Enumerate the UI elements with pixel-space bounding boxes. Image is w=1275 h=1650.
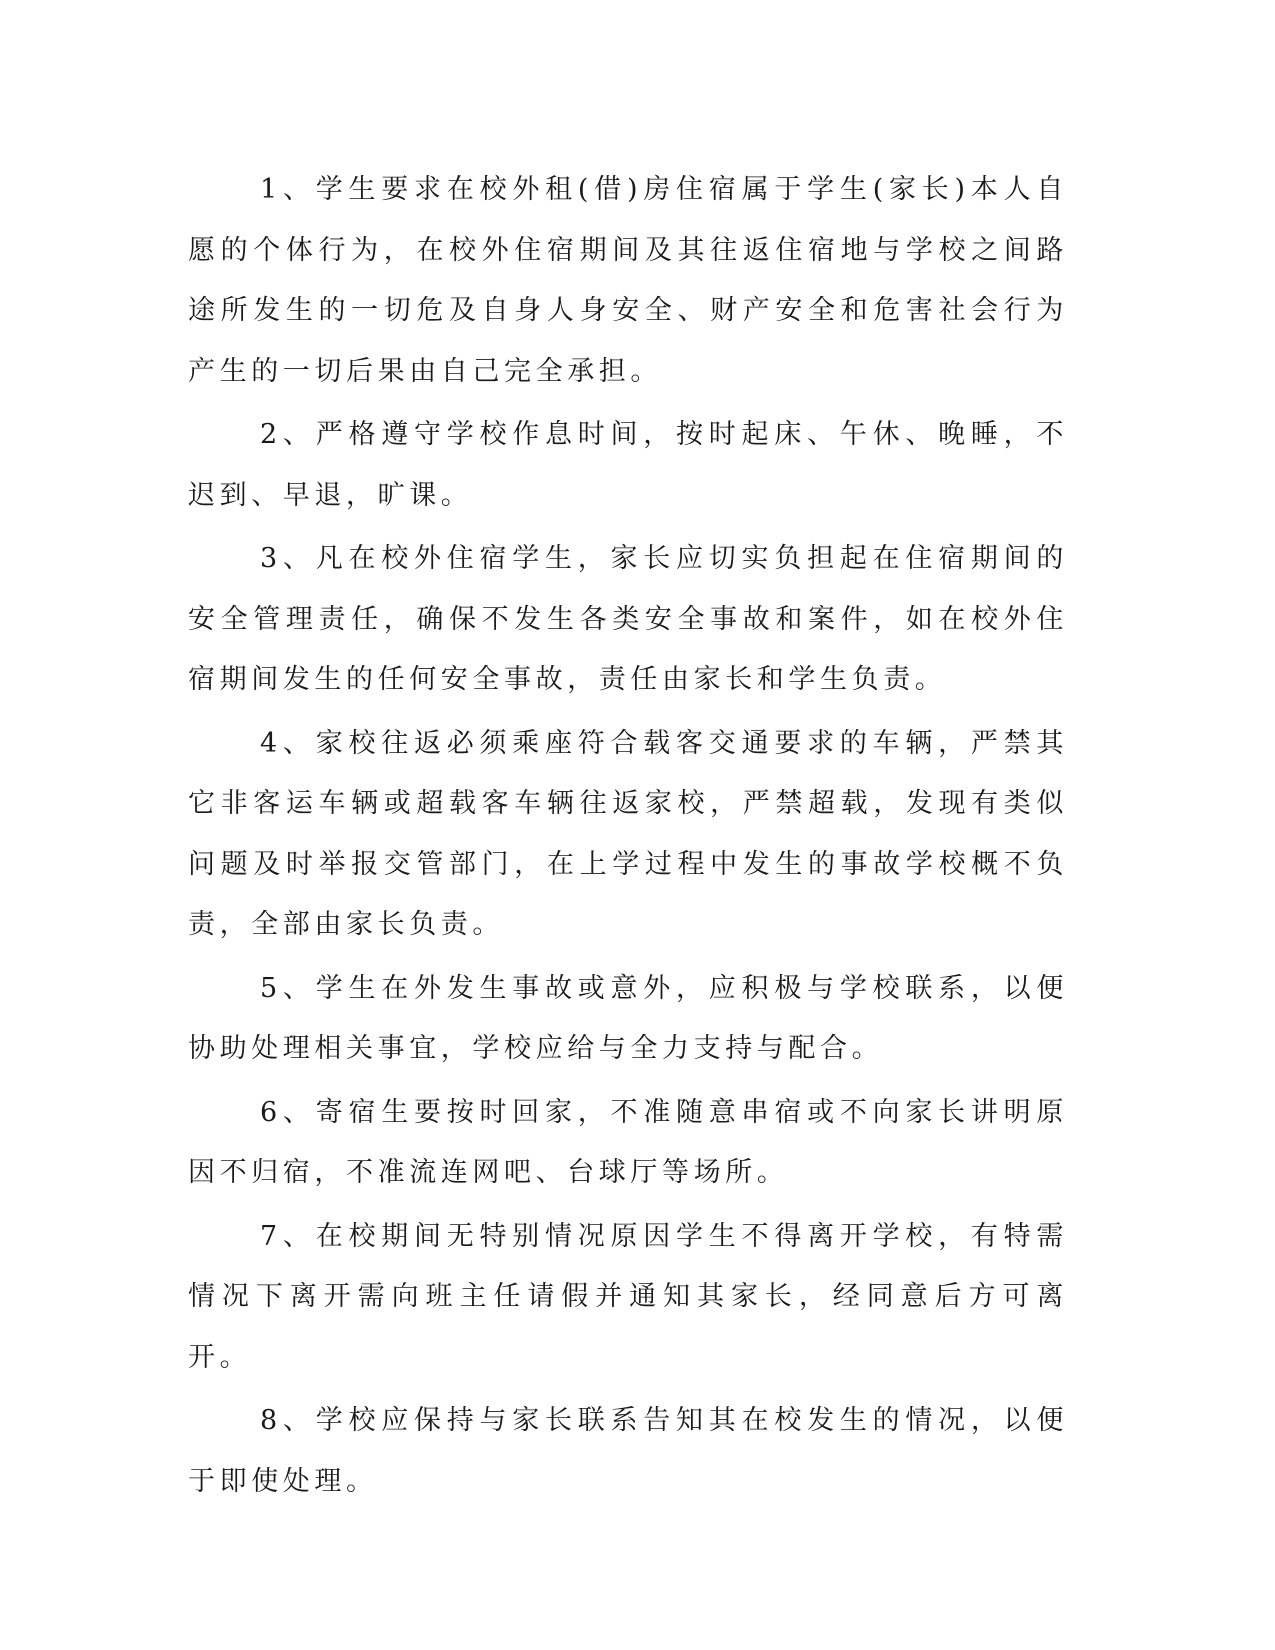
document-body [188, 160, 1068, 1515]
paragraph-2: 2、严格遵守学校作息时间，按时起床、午休、晚睡，不迟到、早退，旷课。 [188, 419, 1068, 511]
paragraph-7: 7、在校期间无特别情况原因学生不得离开学校，有特需情况下离开需向班主任请假并通知其家长，经同意后方可离开。 [188, 1220, 1068, 1373]
paragraph-5: 5、学生在外发生事故或意外，应积极与学校联系，以便协助处理相关事宜，学校应给与全力支持与配合。 [188, 972, 1068, 1064]
paragraph-8: 8、学校应保持与家长联系告知其在校发生的情况，以便于即使处理。 [188, 1405, 1068, 1497]
paragraph-1: 1、学生要求在校外租(借)房住宿属于学生(家长)本人自愿的个体行为，在校外住宿期间及其往返住宿地与学校之间路途所发生的一切危及自身人身安全、财产安全和危害社会行为产生的一切后果由自己完全承担。 [188, 174, 1068, 387]
paragraph-6: 6、寄宿生要按时回家，不准随意串宿或不向家长讲明原因不归宿，不准流连网吧、台球厅等场所。 [188, 1096, 1068, 1188]
paragraph-3: 3、凡在校外住宿学生，家长应切实负担起在住宿期间的安全管理责任，确保不发生各类安全事故和案件，如在校外住宿期间发生的任何安全事故，责任由家长和学生负责。 [188, 543, 1068, 695]
paragraph-4: 4、家校往返必须乘座符合载客交通要求的车辆，严禁其它非客运车辆或超载客车辆往返家校，严禁超载，发现有类似问题及时举报交管部门，在上学过程中发生的事故学校概不负责，全部由家长负责。 [188, 727, 1068, 940]
